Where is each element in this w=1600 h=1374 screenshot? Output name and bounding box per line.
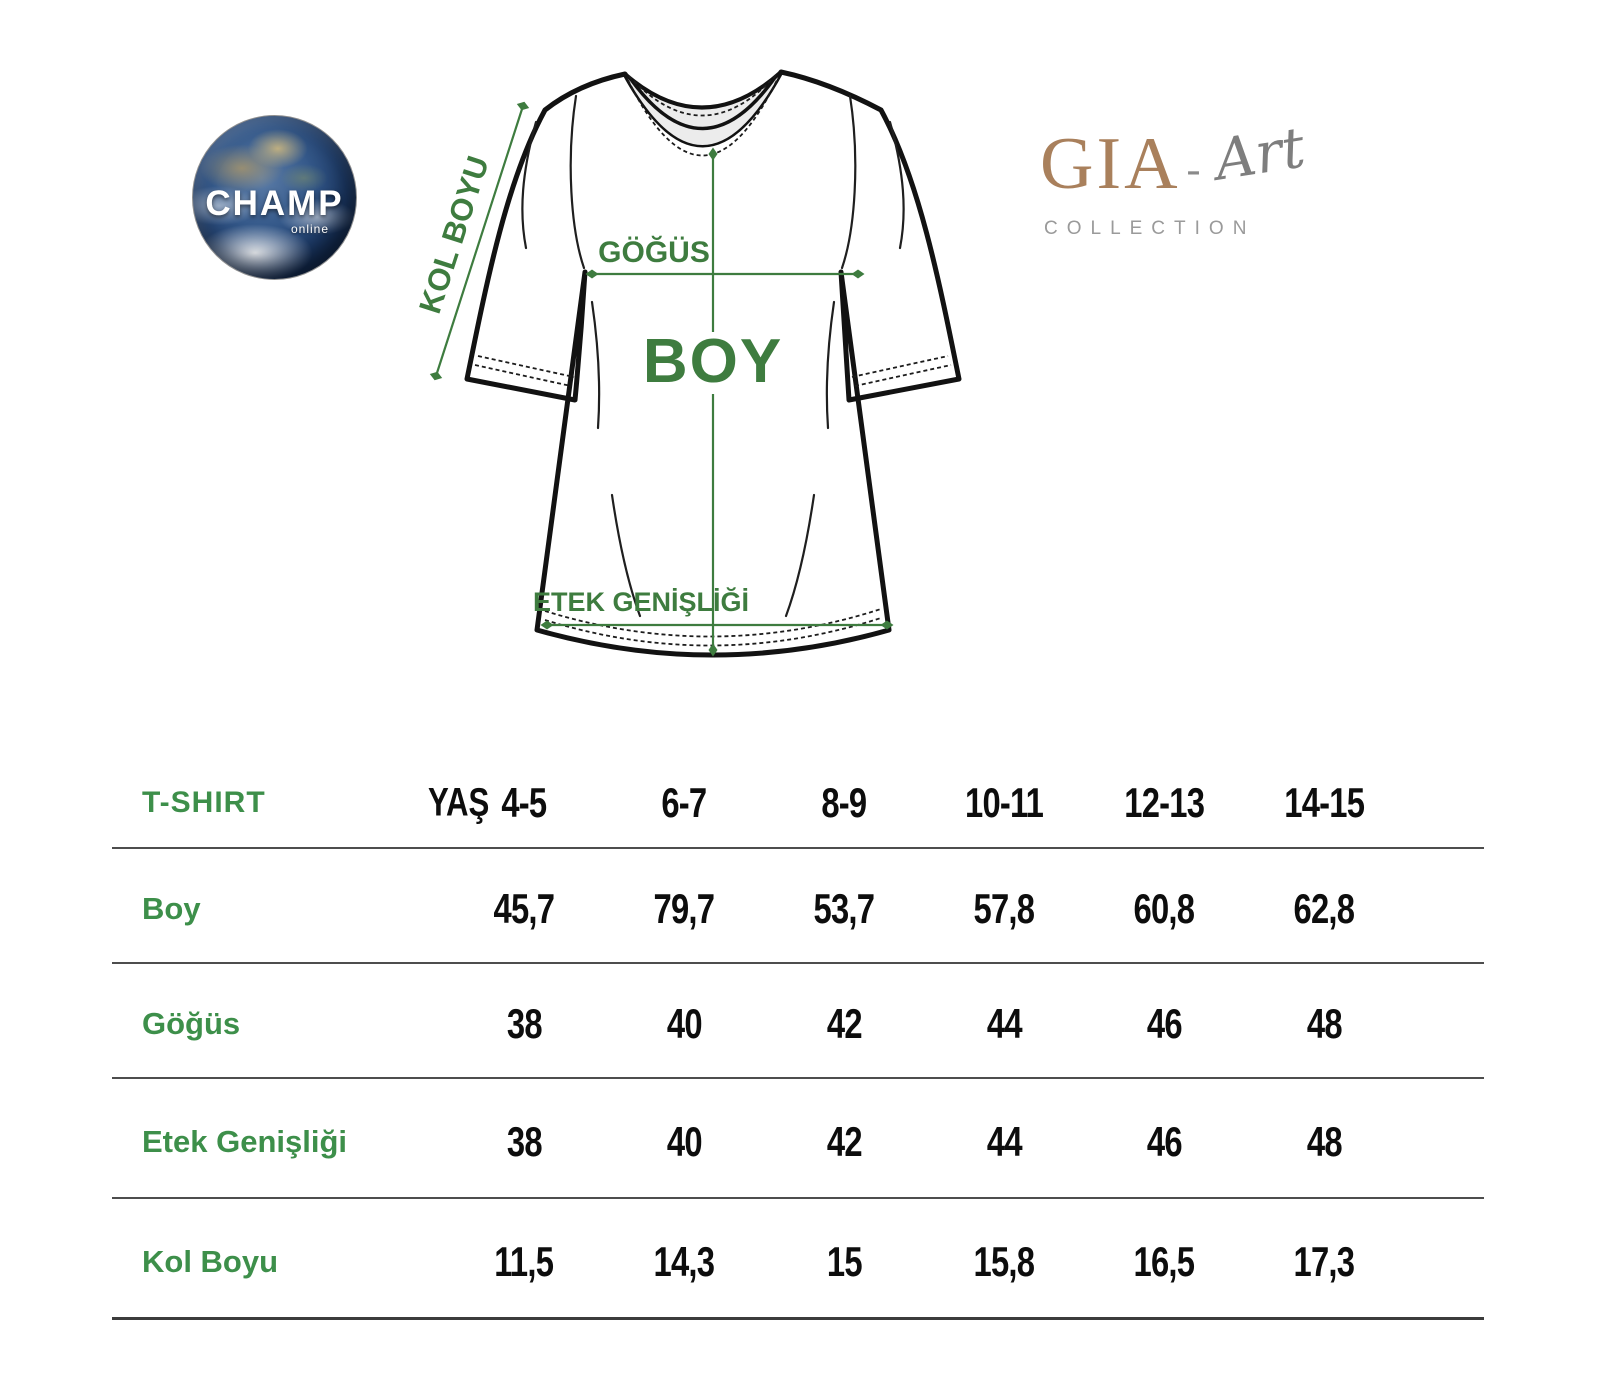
champ-logo-subtitle: online	[291, 222, 330, 236]
measurement-value: 11,5	[494, 1238, 554, 1285]
table-row-gogus	[112, 964, 1484, 1079]
measurement-value: 45,7	[493, 884, 555, 932]
measurement-value: 14,3	[653, 1238, 715, 1285]
hem-width-label: ETEK GENİŞLİĞİ	[532, 587, 750, 617]
age-label: YAŞ	[428, 780, 490, 824]
row-label: Boy	[142, 890, 201, 926]
measurement-value: 40	[666, 999, 702, 1047]
measurement-value: 38	[506, 1118, 542, 1165]
size-header-cell: 4-5	[501, 778, 547, 826]
table-title: T-SHIRT	[142, 785, 266, 819]
table-row-boy	[112, 849, 1484, 964]
measurement-value: 79,7	[653, 884, 715, 932]
measurement-value: 16,5	[1133, 1238, 1195, 1285]
size-header-cell: 8-9	[821, 778, 867, 826]
measurement-value: 60,8	[1133, 884, 1195, 932]
measurement-value: 53,7	[813, 884, 875, 932]
size-header-cell: 14-15	[1284, 778, 1364, 826]
champ-logo-text: CHAMP	[205, 184, 344, 223]
gia-logo-script: Art	[1209, 115, 1309, 194]
length-label: BOY	[642, 327, 784, 396]
sleeve-length-label: KOL BOYU	[412, 151, 496, 318]
measurement-value: 38	[506, 999, 542, 1047]
gia-art-collection-logo	[1040, 115, 1320, 240]
gia-logo-collection: COLLECTION	[1044, 218, 1256, 239]
measurement-value: 42	[826, 999, 862, 1047]
measurement-value: 42	[826, 1118, 862, 1165]
measurement-value: 46	[1146, 1118, 1182, 1165]
measurement-value: 17,3	[1293, 1238, 1355, 1285]
size-table	[112, 758, 1484, 1320]
chest-label: GÖĞÜS	[598, 236, 710, 269]
measurement-value: 44	[986, 1118, 1022, 1165]
measurement-value: 15,8	[973, 1238, 1035, 1285]
table-row-kol-boyu	[112, 1199, 1484, 1320]
arrow-diamond	[515, 100, 530, 113]
gia-logo-name: GIA	[1040, 123, 1181, 205]
size-table-header-row	[112, 758, 1484, 849]
measurement-value: 62,8	[1293, 884, 1355, 932]
measurement-value: 40	[666, 1118, 702, 1165]
row-label: Etek Genişliği	[142, 1124, 348, 1159]
table-row-etek-genisligi	[112, 1079, 1484, 1199]
champ-earth-logo	[192, 115, 357, 280]
tshirt-diagram	[408, 50, 1008, 700]
measurement-value: 15	[826, 1238, 862, 1285]
size-header-cell: 10-11	[964, 778, 1044, 826]
row-label: Göğüs	[142, 1005, 241, 1041]
measurement-value: 46	[1146, 999, 1182, 1047]
measurement-value: 48	[1306, 999, 1342, 1047]
gia-logo-row	[1040, 115, 1320, 208]
measurement-value: 57,8	[973, 884, 1035, 932]
size-header-cell: 6-7	[661, 778, 707, 826]
measurement-value: 48	[1306, 1118, 1342, 1165]
gia-logo-dash: -	[1186, 147, 1201, 193]
row-label: Kol Boyu	[142, 1244, 279, 1279]
size-header-cell: 12-13	[1124, 778, 1204, 826]
arrow-diamond	[428, 370, 443, 383]
measurement-value: 44	[986, 999, 1022, 1047]
